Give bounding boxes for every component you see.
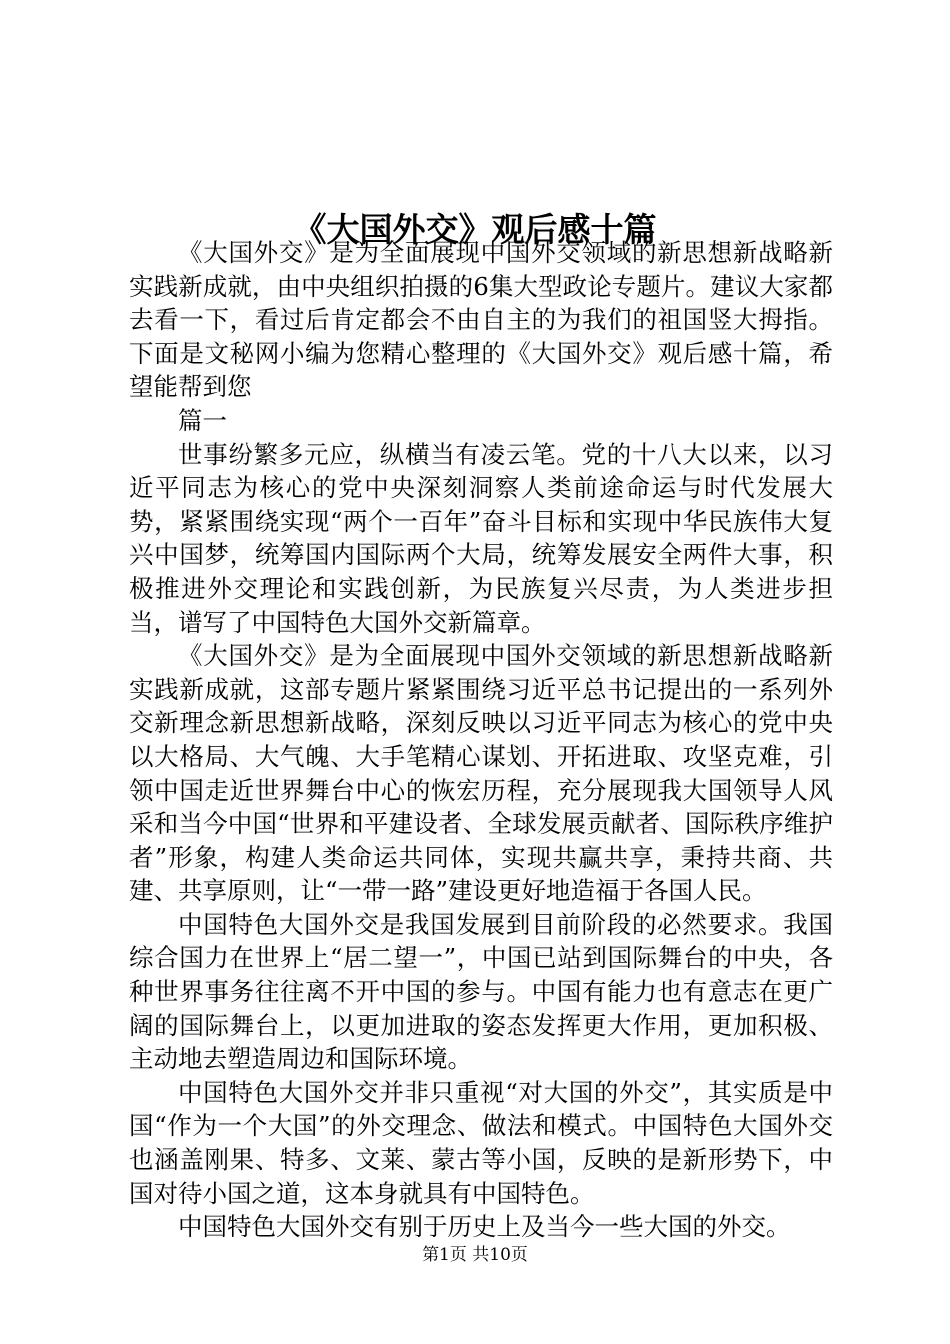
body-paragraph: 中国特色大国外交是我国发展到目前阶段的必然要求。我国综合国力在世界上“居二望一”，中国已站到国际舞台的中央，各种世界事务往往离不开中国的参与。中国有能力也有意志在更广阔的国际舞台上，以更加进取的姿态发挥更大作用，更加积极、主动地去塑造周边和国际环境。 [129,909,833,1074]
intro-paragraph: 《大国外交》是为全面展现中国外交领域的新思想新战略新实践新成就，由中央组织拍摄的6集大型政论专题片。建议大家都去看一下，看过后肯定都会不由自主的为我们的祖国竖大拇指。下面是文秘网小编为您精心整理的《大国外交》观后感十篇，希望能帮到您 [129,238,833,402]
document-body [129,236,833,1244]
body-paragraph: 中国特色大国外交有别于历史上及当今一些大国的外交。 [178,1212,791,1242]
section-heading-part-one: 篇一 [178,405,227,435]
document-title: 《大国外交》观后感十篇 [293,210,657,250]
body-paragraph: 《大国外交》是为全面展现中国外交领域的新思想新战略新实践新成就，这部专题片紧紧围绕习近平总书记提出的一系列外交新理念新思想新战略，深刻反映以习近平同志为核心的党中央以大格局、大气魄、大手笔精心谋划、开拓进取、攻坚克难，引领中国走近世界舞台中心的恢宏历程，充分展现我大国领导人风采和当今中国“世界和平建设者、全球发展贡献者、国际秩序维护者”形象，构建人类命运共同体，实现共赢共享，秉持共商、共建、共享原则，让“一带一路”建设更好地造福于各国人民。 [129,641,833,906]
page-footer: 第1页 共10页 [422,1245,528,1265]
body-paragraph: 中国特色大国外交并非只重视“对大国的外交”，其实质是中国“作为一个大国”的外交理念、做法和模式。中国特色大国外交也涵盖刚果、特多、文莱、蒙古等小国，反映的是新形势下，中国对待小国之道，这本身就具有中国特色。 [129,1077,833,1208]
body-paragraph: 世事纷繁多元应，纵横当有凌云笔。党的十八大以来，以习近平同志为核心的党中央深刻洞察人类前途命运与时代发展大势，紧紧围绕实现“两个一百年”奋斗目标和实现中华民族伟大复兴中国梦，统筹国内国际两个大局，统筹发展安全两件大事，积极推进外交理论和实践创新，为民族复兴尽责，为人类进步担当，谱写了中国特色大国外交新篇章。 [129,439,833,637]
